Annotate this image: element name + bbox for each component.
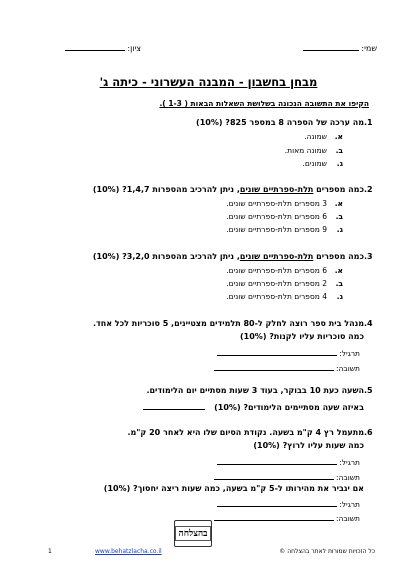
grade-line — [65, 42, 125, 51]
question-6-followup: אם יגביר את מהירותו ל-5 ק"מ בשעה, כמה שעות ריצה יחסוך? (10%) — [103, 484, 364, 493]
question-2: 2.כמה מספרים תלת-ספרתיים שונים, ניתן להרכיב מהספרות 1,4,7? (10%) — [93, 185, 378, 194]
question-number: 5. — [364, 386, 373, 395]
q6-exercise-line-2 — [217, 498, 337, 507]
behatzlacha-logo: בהצלחה — [174, 520, 212, 547]
question-4-line-2: כמה סוכריות עליו לקנות? (10%) — [240, 332, 364, 341]
q6-exercise-line — [217, 456, 337, 465]
q2-option-c[interactable]: ג.9 מספרים תלת-ספרתיים שונים. — [226, 225, 343, 234]
grade-field[interactable] — [65, 42, 141, 53]
q4-exercise-line — [217, 347, 337, 356]
name-line — [303, 42, 359, 51]
q4-exercise[interactable]: תרגיל: — [217, 347, 360, 358]
q2-option-a[interactable]: א.3 מספרים תלת-ספרתיים שונים. — [226, 199, 343, 208]
q4-answer[interactable]: תשובה: — [214, 362, 360, 373]
q3-option-b[interactable]: ב.2 מספרים תלת-ספרתיים שונים. — [226, 279, 343, 288]
q6-answer-line-2 — [214, 512, 334, 521]
question-text: מה ערכה של הספרה 8 במספר 825? (10%) — [196, 118, 364, 127]
q4-answer-line — [214, 362, 334, 371]
question-5: 5.השעה כעת 10 בבוקר, בעוד 3 שעות מסתיים יום הלימודים. — [146, 386, 378, 395]
q1-option-b[interactable]: ב.שמונה מאות. — [284, 146, 343, 155]
question-4: 4.מנהל בית ספר רוצה לחלק ל-80 תלמידים מצטיינים, 5 סוכריות לכל אחד. — [93, 319, 378, 328]
question-6: 6.מתעמל רץ 4 ק"מ בשעה. נקודת הסיום שלו היא לאחר 20 ק"מ. — [127, 428, 378, 437]
question-5-line-2[interactable]: באיזה שעה מסתיימים הלימודים? (10%) — [143, 401, 364, 412]
q5-answer-line — [143, 401, 205, 410]
footer-copyright: כל הזכויות שמורות לאתר בהצלחה © — [279, 548, 375, 555]
question-number: 6. — [364, 428, 373, 437]
q1-option-c[interactable]: ג.שמונים. — [302, 159, 343, 168]
question-number: 1. — [364, 118, 373, 127]
q6-exercise-2[interactable]: תרגיל: — [217, 498, 360, 509]
question-3: 3.כמה מספרים תלת-ספרתיים שונים, ניתן להרכיב מהספרות 3,2,0? (10%) — [93, 252, 378, 261]
page-title: מבחן בחשבון - המבנה העשרוני - כיתה ג' — [99, 75, 318, 89]
q3-option-a[interactable]: א.6 מספרים תלת-ספרתיים שונים. — [226, 266, 343, 275]
q2-option-b[interactable]: ב.6 מספרים תלת-ספרתיים שונים. — [226, 212, 343, 221]
page-number: 1 — [48, 548, 52, 555]
question-number: 2. — [364, 185, 373, 194]
footer-link[interactable]: www.behatzlacha.co.il — [95, 548, 162, 555]
q6-answer-2[interactable]: תשובה: — [214, 512, 360, 523]
question-1 — [196, 118, 378, 127]
q3-option-c[interactable]: ג.4 מספרים תלת-ספרתיים שונים. — [226, 292, 343, 301]
q1-option-a[interactable]: א.שמונה. — [304, 132, 343, 141]
question-number: 4. — [364, 319, 373, 328]
question-number: 3. — [364, 252, 373, 261]
q6-answer-line — [214, 471, 334, 480]
name-field[interactable] — [303, 42, 377, 53]
q6-exercise[interactable]: תרגיל: — [217, 456, 360, 467]
grade-label: ציון: — [127, 44, 141, 53]
instructions: הקיפו את התשובה הנכונה בשלושת השאלות הבאות ( 1-3 ). — [159, 99, 369, 108]
q6-answer[interactable]: תשובה: — [214, 471, 360, 482]
name-label: שמי: — [361, 44, 377, 53]
question-6-line-2: כמה שעות עליו לרוץ? (10%) — [253, 441, 364, 450]
